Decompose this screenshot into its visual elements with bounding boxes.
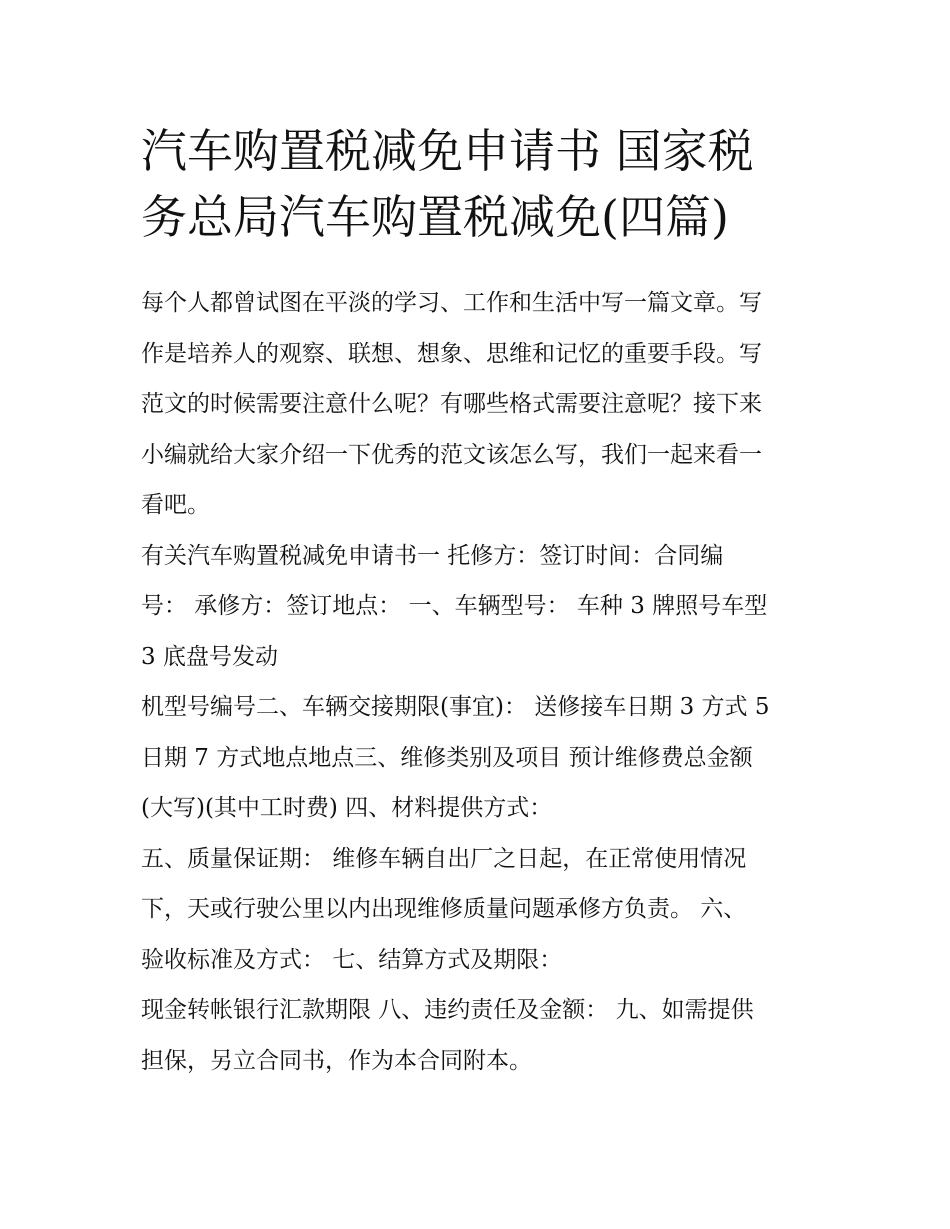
paragraph-contract-header (141, 531, 831, 683)
text-line: 五、质量保证期： 维修车辆自出厂之日起，在正常使用情况 (141, 845, 747, 872)
text-line: 作是培养人的观察、联想、想象、思维和记忆的重要手段。写 (141, 340, 762, 367)
text-line: 下，天或行驶公里以内出现维修质量问题承修方负责。 六、 (141, 896, 747, 922)
paragraph-handover (141, 682, 831, 834)
text-line: 机型号编号二、车辆交接期限(事宜)： 送修接车日期 3 方式 5 (141, 694, 770, 720)
paragraph-settlement (141, 985, 831, 1086)
text-line: 范文的时候需要注意什么呢？有哪些格式需要注意呢？接下来 (141, 391, 762, 417)
paragraph-intro (141, 278, 831, 531)
text-line: 现金转帐银行汇款期限 八、违约责任及金额： 九、如需提供 (141, 997, 754, 1023)
text-line: 号： 承修方：签订地点： 一、车辆型号： 车种 3 牌照号车型 (141, 593, 768, 619)
text-line: 验收标准及方式： 七、结算方式及期限： (141, 946, 563, 973)
text-line: 3 底盘号发动 (141, 643, 278, 670)
text-line: 日期 7 方式地点地点三、维修类别及项目 预计维修费总金额 (141, 744, 753, 771)
title-line: 务总局汽车购置税减免(四篇) (141, 190, 729, 244)
text-line: 担保，另立合同书，作为本合同附本。 (141, 1047, 532, 1074)
title-line: 汽车购置税减免申请书 国家税 (141, 124, 754, 178)
text-line: 小编就给大家介绍一下优秀的范文该怎么写，我们一起来看一 (141, 441, 762, 468)
document-title (141, 118, 821, 250)
text-line: (大写)(其中工时费) 四、材料提供方式： (141, 795, 553, 821)
text-line: 有关汽车购置税减免申请书一 托修方：签订时间：合同编 (141, 542, 724, 569)
document-body (141, 278, 831, 1086)
text-line: 看吧。 (141, 492, 210, 518)
paragraph-warranty (141, 834, 831, 986)
text-line: 每个人都曾试图在平淡的学习、工作和生活中写一篇文章。写 (141, 290, 762, 316)
